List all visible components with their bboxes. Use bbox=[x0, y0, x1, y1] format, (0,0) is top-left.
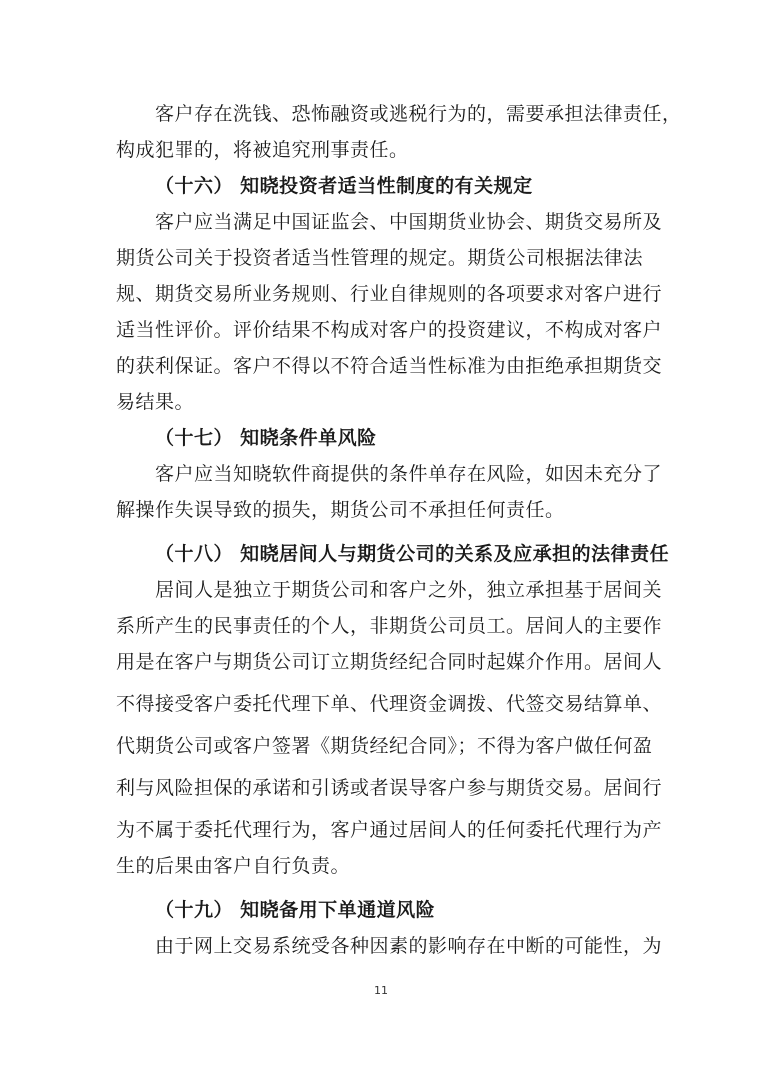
paragraph-line: 期货公司关于投资者适当性管理的规定。期货公司根据法律法 bbox=[116, 247, 643, 269]
paragraph-line: 用是在客户与期货公司订立期货经纪合同时起媒介作用。居间人 bbox=[116, 651, 663, 673]
paragraph-line: 客户存在洗钱、恐怖融资或逃税行为的，需要承担法律责任， bbox=[155, 103, 682, 125]
paragraph-line: 系所产生的民事责任的个人，非期货公司员工。居间人的主要作 bbox=[116, 615, 663, 637]
paragraph-line: 解操作失误导致的损失，期货公司不承担任何责任。 bbox=[116, 499, 565, 521]
section-heading-17: （十七） 知晓条件单风险 bbox=[155, 427, 377, 449]
paragraph-line: 易结果。 bbox=[116, 391, 195, 413]
paragraph-line: 客户应当知晓软件商提供的条件单存在风险，如因未充分了 bbox=[155, 463, 663, 485]
paragraph-line: 代期货公司或客户签署《期货经纪合同》；不得为客户做任何盈 bbox=[116, 735, 653, 757]
paragraph-line: 规、期货交易所业务规则、行业自律规则的各项要求对客户进行 bbox=[116, 283, 663, 305]
section-heading-19: （十九） 知晓备用下单通道风险 bbox=[155, 899, 436, 921]
paragraph-line: 为不属于委托代理行为，客户通过居间人的任何委托代理行为产 bbox=[116, 819, 663, 841]
paragraph-line: 的获利保证。客户不得以不符合适当性标准为由拒绝承担期货交 bbox=[116, 355, 663, 377]
section-heading-16: （十六） 知晓投资者适当性制度的有关规定 bbox=[155, 175, 533, 197]
paragraph-line: 构成犯罪的，将被追究刑事责任。 bbox=[116, 139, 409, 161]
paragraph-line: 生的后果由客户自行负责。 bbox=[116, 855, 351, 877]
paragraph-line: 利与风险担保的承诺和引诱或者误导客户参与期货交易。居间行 bbox=[116, 777, 663, 799]
paragraph-line: 适当性评价。评价结果不构成对客户的投资建议，不构成对客户 bbox=[116, 319, 663, 341]
paragraph-line: 客户应当满足中国证监会、中国期货业协会、期货交易所及 bbox=[155, 211, 663, 233]
paragraph-line: 由于网上交易系统受各种因素的影响存在中断的可能性，为 bbox=[155, 935, 663, 957]
section-heading-18: （十八） 知晓居间人与期货公司的关系及应承担的法律责任 bbox=[155, 543, 670, 565]
paragraph-line: 不得接受客户委托代理下单、代理资金调拨、代签交易结算单、 bbox=[116, 693, 663, 715]
page-number: 11 bbox=[374, 984, 388, 997]
paragraph-line: 居间人是独立于期货公司和客户之外，独立承担基于居间关 bbox=[155, 579, 663, 601]
